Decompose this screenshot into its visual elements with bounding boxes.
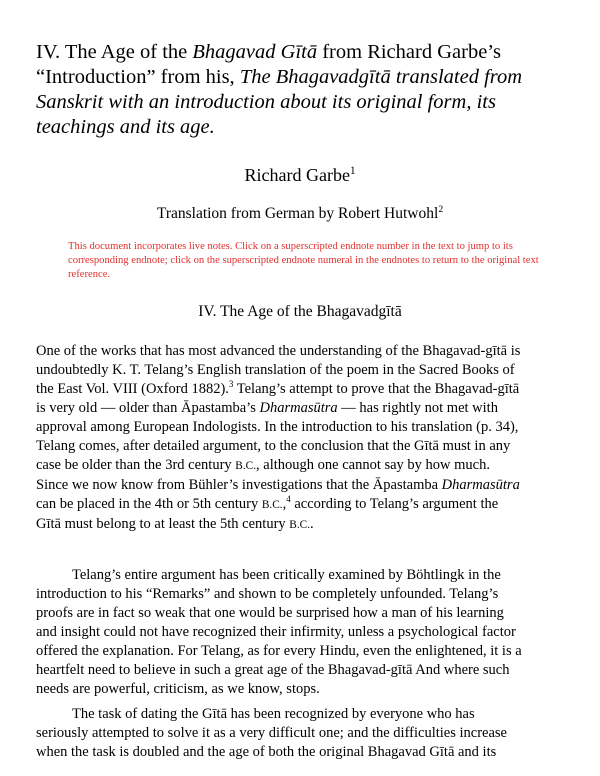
paragraph-1 — [36, 342, 564, 535]
text-run: the East Vol. VIII (Oxford 1882). — [36, 381, 229, 397]
p1-line-2 — [36, 361, 564, 380]
italic-dharmasutra: Dharmasūtra — [441, 477, 520, 493]
p2-line-3: proofs are in fact so weak that one would be surprised how a man of his learning — [36, 605, 504, 621]
title-italic-book-title: The Bhagavadgītā translated from Sanskrit with an introduction about its original form, its teachings and its age. — [36, 66, 523, 138]
text-run: Telang’s attempt to prove that the Bhagavad-gītā — [233, 381, 520, 397]
text-run: approval among European Indologists. In the introduction to his translation (p. 34), — [36, 419, 519, 435]
title-text-2: from Richard Garbe’s “Introduction” from his, — [36, 41, 501, 88]
author-name — [0, 165, 600, 186]
p1-line-1 — [36, 342, 564, 361]
endnote-ref-4[interactable]: 4 — [286, 494, 291, 505]
translator-credit — [0, 205, 600, 223]
title-text: IV. The Age of the — [36, 41, 193, 63]
endnote-ref-3[interactable]: 3 — [228, 379, 234, 390]
p3-line-3: when the task is doubled and the age of both the original Bhagavad Gītā and its — [36, 744, 497, 760]
text-run: One of the works that has most advanced the understanding of the Bhagavad-gītā is — [36, 343, 521, 359]
small-caps-bc: B.C. — [235, 460, 257, 472]
p1-line-4 — [36, 399, 564, 418]
text-run: can be placed in the 4th or 5th century — [36, 496, 262, 512]
endnote-ref-2[interactable]: 2 — [438, 203, 444, 215]
p1-line-7 — [36, 456, 564, 476]
text-run: , — [282, 496, 287, 512]
p2-line-4: and insight could not have recognized their infirmity, unless a psychological factor — [36, 624, 516, 640]
p2-line-6: heartfelt need to believe in such a great age of the Bhagavad-gītā And where such — [36, 662, 510, 678]
p1-line-8 — [36, 476, 564, 495]
document-title — [36, 40, 576, 140]
live-notes-instruction: This document incorporates live notes. Click on a superscripted endnote number in the text to jump to its corresponding endnote; click on the superscripted endnote numeral in the endnotes to return to the original text reference. — [68, 241, 539, 280]
p2-line-1: Telang’s entire argument has been critically examined by Böhtlingk in the — [72, 567, 501, 583]
paragraph-2 — [36, 566, 564, 699]
p3-line-2: seriously attempted to solve it as a very difficult one; and the difficulties increase — [36, 725, 507, 741]
text-run: according to Telang’s argument the — [290, 496, 499, 512]
text-run: — has rightly not met with — [337, 400, 498, 416]
text-run: is very old — older than Āpastamba’s — [36, 400, 260, 416]
small-caps-bc: B.C. — [261, 499, 283, 511]
p2-line-2: introduction to his “Remarks” and shown to be completely unfounded. Telang’s — [36, 586, 499, 602]
text-run: Gītā must belong to at least the 5th century — [36, 516, 290, 532]
title-italic-bhagavad-gita: Bhagavad Gītā — [192, 41, 318, 63]
p2-line-7: needs are powerful, criticism, as we know, stops. — [36, 681, 320, 697]
p1-line-3 — [36, 380, 564, 399]
section-heading: IV. The Age of the Bhagavadgītā — [198, 303, 402, 320]
text-run: case be older than the 3rd century — [36, 457, 236, 473]
text-run: Since we now know from Bühler’s investigations that the Āpastamba — [36, 477, 442, 493]
p3-line-1: The task of dating the Gītā has been recognized by everyone who has — [72, 706, 475, 722]
endnote-ref-1[interactable]: 1 — [349, 165, 356, 177]
text-run: Telang comes, after detailed argument, to the conclusion that the Gītā must in any — [36, 438, 511, 454]
text-run: undoubtedly K. T. Telang’s English translation of the poem in the Sacred Books of — [36, 362, 515, 378]
p2-line-5: offered the explanation. For Telang, as for every Hindu, even the enlightened, it is a — [36, 643, 522, 659]
italic-dharmasutra: Dharmasūtra — [259, 400, 338, 416]
paragraph-3 — [36, 705, 564, 762]
text-run: , although one cannot say by how much. — [256, 457, 490, 473]
author-text: Richard Garbe — [244, 165, 350, 185]
text-run: . — [310, 516, 314, 532]
small-caps-bc: B.C. — [289, 519, 311, 531]
p1-line-9 — [36, 495, 564, 515]
p1-line-5 — [36, 418, 564, 437]
p1-line-6 — [36, 437, 564, 456]
translator-text: Translation from German by Robert Hutwohl — [156, 205, 439, 222]
p1-line-10 — [36, 515, 564, 535]
